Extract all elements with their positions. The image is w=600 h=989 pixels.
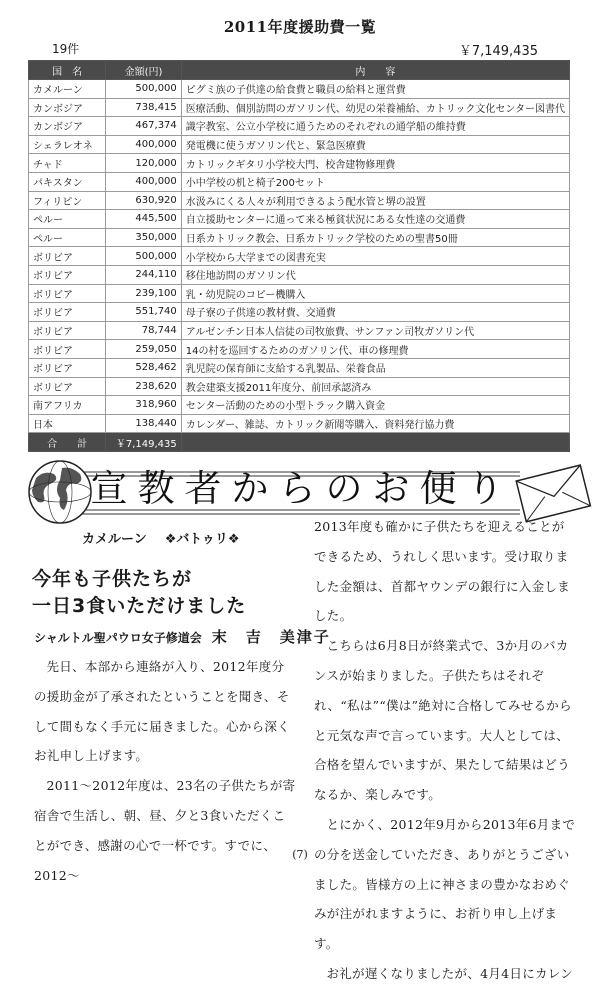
amount-cell: 244,110 — [106, 265, 182, 284]
table-row — [29, 358, 570, 377]
total-value: ￥7,149,435 — [106, 433, 182, 452]
table-title: 2011年度援助費一覧 — [223, 18, 377, 36]
article-right-column — [314, 512, 576, 989]
item-count: 19件 — [52, 42, 80, 56]
banner-title: 宣教者からのお便り — [90, 467, 514, 510]
table-row — [29, 172, 570, 191]
article-location — [82, 528, 257, 547]
paragraph: こちらは6月8日が終業式で、3か月のバカンスが始まりました。子供たちはそれぞれ、“私は”“僕は”絶対に合格してみせるからと元気な声で言っています。大人としては、合格を望んでいますが、果たして結果はどうなるか、楽しみです。 — [314, 638, 572, 803]
content-cell: 水汲みにくる人々が利用できるよう配水管と堺の設置 — [181, 191, 569, 210]
table-row — [29, 191, 570, 210]
table-row — [29, 210, 570, 229]
amount-cell: 630,920 — [106, 191, 182, 210]
table-row — [29, 135, 570, 154]
amount-cell: 318,960 — [106, 396, 182, 415]
country-cell: ペルー — [29, 228, 106, 247]
content-cell: 発電機に使うガソリン代と、緊急医療費 — [181, 135, 569, 154]
amount-cell: 738,415 — [106, 98, 182, 117]
paragraph: お礼が遅くなりましたが、4月4日にカレン — [326, 965, 574, 981]
article-byline — [34, 626, 331, 647]
total-amount: ￥7,149,435 — [458, 44, 538, 59]
table-row — [29, 117, 570, 136]
article-headline-line1: 今年も子供たちが — [32, 568, 193, 590]
total-label: 合 計 — [29, 433, 106, 452]
content-cell: 医療活動、個別訪問のガソリン代、幼児の栄養補給、カトリック文化センター図書代 — [181, 98, 569, 117]
content-cell: ピグミ族の子供達の給食費と職員の給料と運営費 — [181, 80, 569, 99]
amount-cell: 467,374 — [106, 117, 182, 136]
table-row — [29, 303, 570, 322]
country-cell: チャド — [29, 154, 106, 173]
amount-cell: 350,000 — [106, 228, 182, 247]
country-cell: ボリビア — [29, 247, 106, 266]
table-row — [29, 98, 570, 117]
content-cell: 乳児院の保育師に支給する乳製品、栄養食品 — [181, 358, 569, 377]
amount-cell: 78,744 — [106, 321, 182, 340]
country-cell: ボリビア — [29, 284, 106, 303]
amount-cell: 138,440 — [106, 414, 182, 433]
paragraph: 2013年度も確かに子供たちを迎えることができるため、うれしく思います。受け取りました金額は、首都ヤウンデの銀行に入金しました。 — [314, 519, 571, 624]
funding-table — [28, 60, 570, 452]
amount-cell: 120,000 — [106, 154, 182, 173]
table-total-row — [29, 433, 570, 452]
content-cell: 14の村を巡回するためのガソリン代、車の修理費 — [181, 340, 569, 359]
table-row — [29, 247, 570, 266]
amount-cell: 400,000 — [106, 172, 182, 191]
table-row — [29, 284, 570, 303]
paragraph: 2011～2012年度は、23名の子供たちが寄宿舎で生活し、朝、昼、夕と3食いただくことができ、感謝の心で一杯です。すでに、2012～ — [34, 778, 296, 883]
country-cell: ボリビア — [29, 303, 106, 322]
country-cell: ボリビア — [29, 265, 106, 284]
country-cell: カンボジア — [29, 98, 106, 117]
author-name: 末 吉 美津子 — [211, 628, 331, 646]
country-cell: シェラレオネ — [29, 135, 106, 154]
article-country: カメルーン — [82, 532, 147, 547]
table-header-row — [29, 61, 570, 80]
content-cell: 教会建築支援2011年度分、前回承認済み — [181, 377, 569, 396]
amount-cell: 500,000 — [106, 80, 182, 99]
country-cell: カメルーン — [29, 80, 106, 99]
country-cell: ボリビア — [29, 321, 106, 340]
country-cell: ボリビア — [29, 377, 106, 396]
column-header-country: 国 名 — [29, 61, 106, 80]
country-cell: フィリピン — [29, 191, 106, 210]
amount-cell: 259,050 — [106, 340, 182, 359]
content-cell: 小学校から大学までの図書充実 — [181, 247, 569, 266]
country-cell: ボリビア — [29, 358, 106, 377]
content-cell: 乳・幼児院のコピー機購入 — [181, 284, 569, 303]
amount-cell: 551,740 — [106, 303, 182, 322]
table-row — [29, 396, 570, 415]
country-cell: パキスタン — [29, 172, 106, 191]
amount-cell: 238,620 — [106, 377, 182, 396]
table-row — [29, 154, 570, 173]
amount-cell: 445,500 — [106, 210, 182, 229]
content-cell: アルゼンチン日本人信徒の司牧旅費、サンファン司牧ガソリン代 — [181, 321, 569, 340]
table-row — [29, 80, 570, 99]
content-cell: 日系カトリック教会、日系カトリック学校のための聖書50冊 — [181, 228, 569, 247]
table-row — [29, 377, 570, 396]
country-cell: 日本 — [29, 414, 106, 433]
content-cell: 小中学校の机と椅子200セット — [181, 172, 569, 191]
content-cell: 母子寮の子供達の教材費、交通費 — [181, 303, 569, 322]
article-headline-line2: 一日3食いただけました — [32, 595, 247, 617]
paragraph: とにかく、2012年9月から2013年6月までの分を送金していただき、ありがとうございました。皆様方の上に神さまの豊かなおめぐみが注がれますように、お祈り申し上げます。 — [314, 816, 576, 952]
country-cell: カンボジア — [29, 117, 106, 136]
table-row — [29, 414, 570, 433]
paragraph: 先日、本部から連絡が入り、2012年度分の援助金が了承されたということを聞き、そして間もなく手元に届きました。心から深くお礼申し上げます。 — [34, 659, 291, 764]
column-header-content: 内 容 — [181, 61, 569, 80]
page-number: (7) — [292, 848, 308, 861]
content-cell: カレンダー、雑誌、カトリック新聞等購入、資料発行協力費 — [181, 414, 569, 433]
content-cell: 自立援助センターに通って来る極貧状況にある女性達の交通費 — [181, 210, 569, 229]
column-header-amount: 金額(円) — [106, 61, 182, 80]
content-cell: 移住地訪問のガソリン代 — [181, 265, 569, 284]
author-affiliation: シャルトル聖パウロ女子修道会 — [34, 631, 202, 645]
total-empty-cell — [181, 433, 569, 452]
amount-cell: 500,000 — [106, 247, 182, 266]
amount-cell: 239,100 — [106, 284, 182, 303]
content-cell: センター活動のための小型トラック購入資金 — [181, 396, 569, 415]
amount-cell: 528,462 — [106, 358, 182, 377]
country-cell: ペルー — [29, 210, 106, 229]
amount-cell: 400,000 — [106, 135, 182, 154]
table-row — [29, 265, 570, 284]
country-cell: ボリビア — [29, 340, 106, 359]
table-row — [29, 321, 570, 340]
table-row — [29, 228, 570, 247]
content-cell: 識字教室、公立小学校に通うためのそれぞれの通学船の維持費 — [181, 117, 569, 136]
article-place: ❖バトゥリ❖ — [164, 532, 240, 547]
table-row — [29, 340, 570, 359]
content-cell: カトリックギタリ小学校大門、校舎建物修理費 — [181, 154, 569, 173]
country-cell: 南アフリカ — [29, 396, 106, 415]
